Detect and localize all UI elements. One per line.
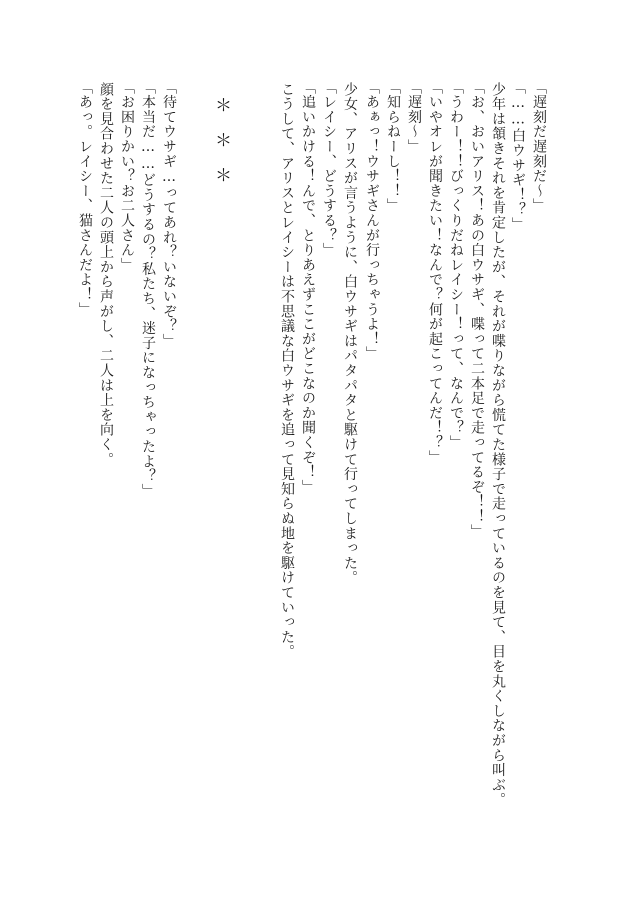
text-line-13: こうして、アリスとレイシーは不思議な白ウサギを追って見知らぬ地を駆けていった。 [279, 82, 295, 660]
text-line-10: 少女、アリスが言うように、白ウサギはパタパタと駆けて行ってしまった。 [342, 82, 358, 586]
text-line-17: 顔を見合わせた二人の頭上から声がし、二人は上を向く。 [98, 82, 114, 467]
text-line-16: 「お困りかい？お二人さん」 [119, 80, 135, 273]
text-line-12: 「追いかける！んで、とりあえずここがどこなのか聞くぞ！」 [300, 80, 316, 495]
text-line-8: 「知らねーし！！」 [385, 80, 401, 214]
text-line-1: 「遅刻だ遅刻だ〜」 [531, 80, 547, 214]
text-line-5: 「うわー！！びっくりだねレイシー！って、なんで？」 [448, 80, 464, 450]
text-line-9: 「あぁっ！ウサギさんが行っちゃうよ！」 [364, 80, 380, 362]
text-line-6: 「いやオレが聞きたい！なんで？何が起こってんだ！？」 [427, 80, 443, 465]
text-line-4: 「お、おいアリス！あの白ウサギ、喋って二本足で走ってるぞ！！」 [469, 80, 485, 539]
text-line-2: 「……白ウサギ！？」 [510, 80, 526, 232]
text-line-11: 「レイシー、どうする？」 [321, 80, 337, 258]
text-line-15: 「本当だ……どうするの？私たち、迷子になっちゃったよ？」 [140, 80, 156, 499]
scene-separator: ＊＊＊ [211, 96, 231, 201]
text-line-18: 「あっ。レイシー、猫さんだよ！」 [77, 80, 93, 317]
text-line-3: 少年は頷きそれを肯定したが、それが喋りながら慌てた様子で走っているのを見て、目を丸くしながら叫ぶ。 [490, 82, 506, 808]
text-line-7: 「遅刻〜」 [406, 80, 422, 154]
text-line-14: 「待てウサギ…ってあれ？いないぞ？」 [161, 80, 177, 349]
